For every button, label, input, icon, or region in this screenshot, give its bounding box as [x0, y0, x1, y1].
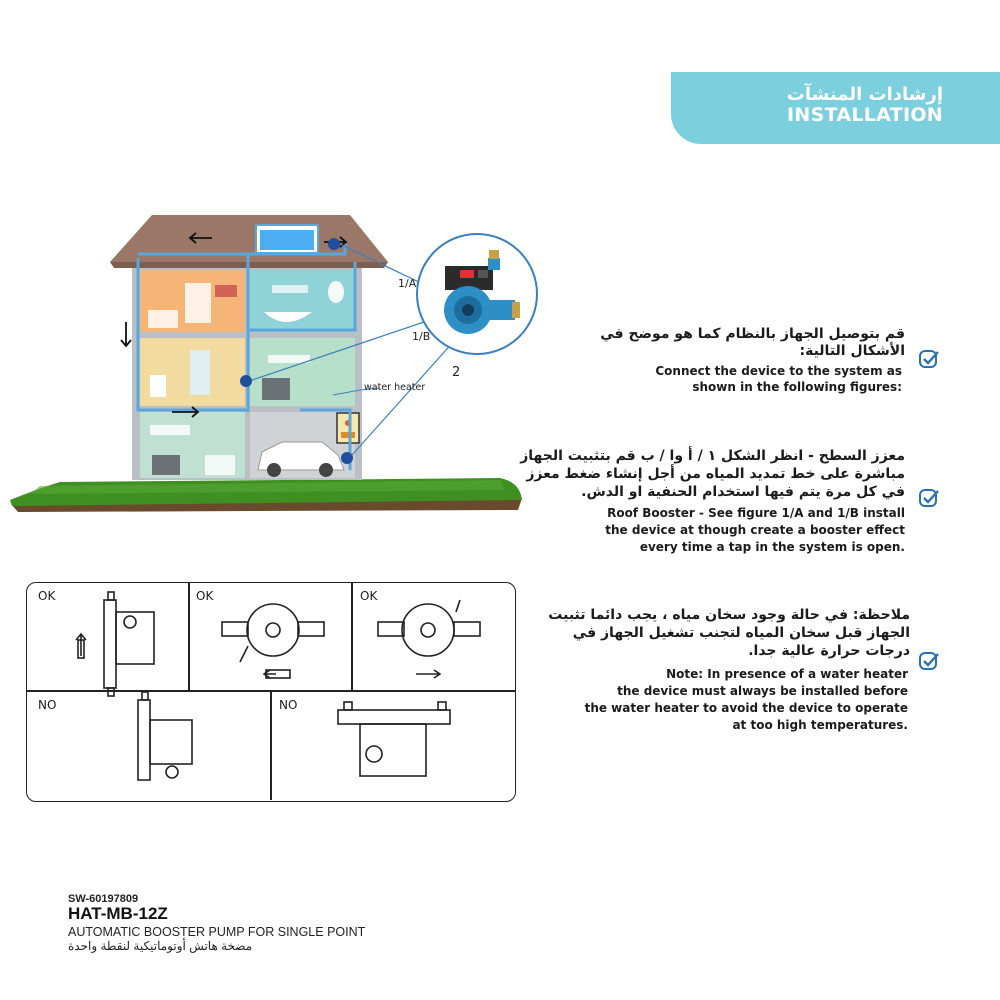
- header-title-ar: إرشادات المنشآت: [786, 84, 943, 105]
- pump-marker-1a: [328, 238, 340, 250]
- ok-vertical-pump-drawing: [76, 592, 154, 696]
- instruction-1-ar-line1: قم بتوصيل الجهاز بالنظام كما هو موضح في: [600, 326, 905, 342]
- product-name-en: AUTOMATIC BOOSTER PUMP FOR SINGLE POINT: [68, 925, 366, 939]
- instruction-1-en-line2: shown in the following figures:: [692, 380, 902, 394]
- toilet: [150, 375, 166, 397]
- instruction-3-en-line2: the device must always be installed before: [617, 684, 908, 698]
- checkmark-icon-1: [918, 348, 940, 370]
- product-footer: [68, 893, 365, 953]
- water-heater-box: [337, 413, 359, 443]
- instruction-3-en-line4: at too high temperatures.: [732, 718, 908, 732]
- ok-label-1: OK: [38, 589, 56, 603]
- instruction-3-ar-line2: الجهاز قبل سخان المياه لتجنب تشغيل الجهاز في: [572, 625, 910, 641]
- instruction-1-ar-line2: الأشكال التالية:: [799, 343, 905, 359]
- product-sku: SW-60197809: [68, 893, 139, 905]
- instruction-2-en-line1: Roof Booster - See figure 1/A and 1/B install: [607, 506, 905, 520]
- label-2: 2: [452, 365, 461, 380]
- instruction-2-ar-line2: مباشرة على خط تمديد المياه من أجل إنشاء ضغط معزز: [526, 466, 905, 482]
- no-label-1: NO: [38, 698, 57, 712]
- header-title-en: INSTALLATION: [787, 104, 943, 126]
- instruction-2-en-line2: the device at though create a booster effect: [605, 523, 905, 537]
- instruction-2-ar-line3: في كل مرة يتم فيها استخدام الحنفية او الدش.: [581, 484, 905, 500]
- label-1a: 1/A: [398, 277, 417, 290]
- ok-horizontal-pump-drawing-1: [222, 604, 324, 678]
- ok-label-3: OK: [360, 589, 378, 603]
- instruction-3-ar: [470, 606, 910, 660]
- instruction-3-en-line3: the water heater to avoid the device to operate: [584, 701, 908, 715]
- label-1b: 1/B: [412, 330, 431, 343]
- instruction-3-ar-line3: درجات حرارة عالية جدا.: [748, 643, 910, 659]
- pump-marker-1b: [240, 375, 252, 387]
- no-vertical-pump-drawing: [138, 692, 192, 780]
- checkmark-icon-2: [918, 487, 940, 509]
- instruction-1-en: [482, 363, 902, 395]
- instruction-2-en: [485, 505, 905, 556]
- instruction-3-en: [488, 666, 908, 734]
- instruction-2-ar-line1: معزز السطح - انظر الشكل ١ / أ وا / ب قم بتثبيت الجهاز: [520, 448, 905, 464]
- ok-label-2: OK: [196, 589, 214, 603]
- product-model: HAT-MB-12Z: [68, 904, 168, 923]
- instruction-3-ar-line1: ملاحظة: في حالة وجود سخان مياه ، يجب دائما تثبيت: [548, 607, 910, 623]
- instruction-2-ar: [465, 447, 905, 501]
- instruction-2-en-line3: every time a tap in the system is open.: [639, 540, 905, 554]
- pump-marker-2: [341, 452, 353, 464]
- roof-tank-water: [260, 230, 314, 250]
- label-water-heater: water heater: [364, 382, 426, 393]
- ok-horizontal-pump-drawing-2: [378, 600, 480, 678]
- instruction-1-ar: [485, 326, 905, 360]
- checkmark-icon-3: [918, 650, 940, 672]
- no-upside-pump-drawing: [338, 702, 450, 776]
- instruction-1-en-line1: Connect the device to the system as: [655, 364, 902, 378]
- instruction-3-en-line1: Note: In presence of a water heater: [666, 667, 908, 681]
- no-label-2: NO: [279, 698, 298, 712]
- product-name-ar: مضخة هاتش أوتوماتيكية لنقطة واحدة: [68, 939, 253, 953]
- orientation-drawings: [26, 582, 516, 800]
